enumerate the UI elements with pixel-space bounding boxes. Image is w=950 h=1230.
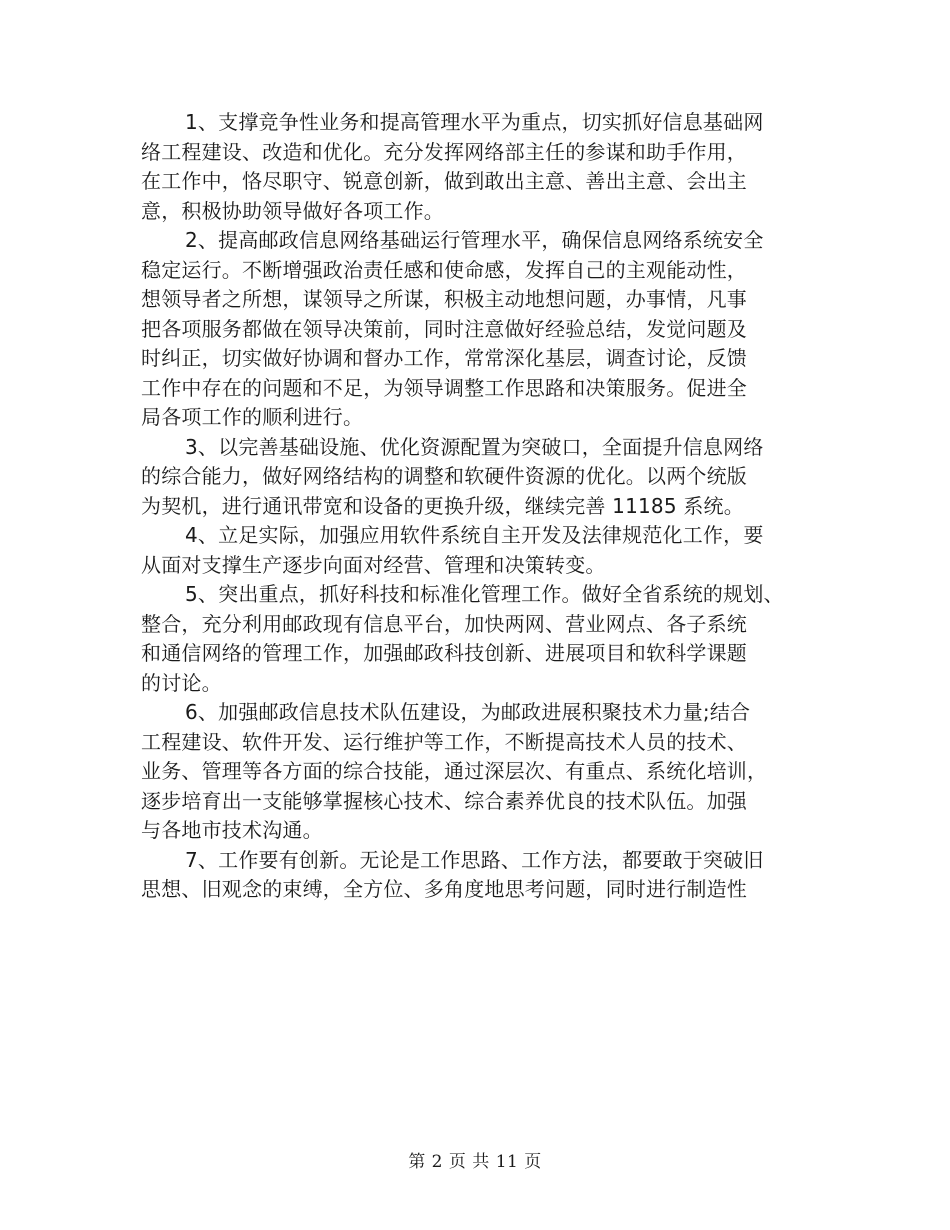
paragraph-line: 和通信网络的管理工作，加强邮政科技创新、进展项目和软科学课题 bbox=[141, 641, 747, 665]
paragraph-line: 时纠正，切实做好协调和督办工作，常常深化基层，调查讨论，反馈 bbox=[141, 346, 747, 370]
paragraph-line: 思想、旧观念的束缚，全方位、多角度地思考问题，同时进行制造性 bbox=[141, 877, 747, 901]
paragraph-line: 逐步培育出一支能够掌握核心技术、综合素养优良的技术队伍。加强 bbox=[141, 788, 747, 813]
paragraph-4 bbox=[141, 521, 813, 580]
paragraph-line: 7、工作要有创新。无论是工作思路、工作方法，都要敢于突破旧 bbox=[185, 847, 764, 872]
paragraph-line: 1、支撑竞争性业务和提高管理水平为重点，切实抓好信息基础网 bbox=[185, 110, 764, 134]
page-number-footer: 第 2 页 共 11 页 bbox=[408, 1152, 542, 1172]
paragraph-line: 意，积极协助领导做好各项工作。 bbox=[141, 198, 444, 223]
paragraph-line: 2、提高邮政信息网络基础运行管理水平，确保信息网络系统安全 bbox=[185, 228, 764, 252]
paragraph-line: 6、加强邮政信息技术队伍建设，为邮政进展积聚技术力量;结合 bbox=[185, 700, 751, 724]
paragraph-line: 在工作中，恪尽职守、锐意创新，做到敢出主意、善出主意、会出主 bbox=[141, 169, 747, 193]
paragraph-6 bbox=[141, 698, 813, 846]
paragraph-line: 的综合能力，做好网络结构的调整和软硬件资源的优化。以两个统版 bbox=[141, 464, 747, 488]
paragraph-line: 工程建设、软件开发、运行维护等工作，不断提高技术人员的技术、 bbox=[141, 729, 747, 754]
paragraph-line: 工作中存在的问题和不足，为领导调整工作思路和决策服务。促进全 bbox=[141, 375, 747, 400]
paragraph-line: 与各地市技术沟通。 bbox=[141, 818, 323, 842]
paragraph-7 bbox=[141, 846, 813, 905]
paragraph-line: 从面对支撑生产逐步向面对经营、管理和决策转变。 bbox=[141, 552, 606, 577]
paragraph-3 bbox=[141, 433, 813, 522]
paragraph-5 bbox=[141, 580, 813, 698]
paragraph-line: 4、立足实际，加强应用软件系统自主开发及法律规范化工作，要 bbox=[185, 523, 764, 547]
paragraph-1 bbox=[141, 108, 813, 226]
paragraph-line: 5、突出重点，抓好科技和标准化管理工作。做好全省系统的规划、 bbox=[185, 582, 784, 606]
paragraph-line: 局各项工作的顺利进行。 bbox=[141, 405, 364, 429]
document-body bbox=[141, 108, 813, 905]
paragraph-line: 的讨论。 bbox=[141, 670, 222, 695]
paragraph-2 bbox=[141, 226, 813, 433]
paragraph-line: 络工程建设、改造和优化。充分发挥网络部主任的参谋和助手作用， bbox=[141, 139, 747, 164]
paragraph-line: 业务、管理等各方面的综合技能，通过深层次、有重点、系统化培训， bbox=[141, 759, 768, 783]
paragraph-line: 为契机，进行通讯带宽和设备的更换升级，继续完善 11185 系统。 bbox=[141, 493, 744, 518]
paragraph-line: 整合，充分利用邮政现有信息平台，加快两网、营业网点、各子系统 bbox=[141, 611, 747, 636]
paragraph-line: 3、以完善基础设施、优化资源配置为突破口，全面提升信息网络 bbox=[185, 434, 764, 459]
paragraph-line: 把各项服务都做在领导决策前，同时注意做好经验总结，发觉问题及 bbox=[141, 316, 747, 341]
paragraph-line: 稳定运行。不断增强政治责任感和使命感，发挥自己的主观能动性， bbox=[141, 257, 747, 282]
paragraph-line: 想领导者之所想，谋领导之所谋，积极主动地想问题，办事情，凡事 bbox=[141, 287, 747, 311]
